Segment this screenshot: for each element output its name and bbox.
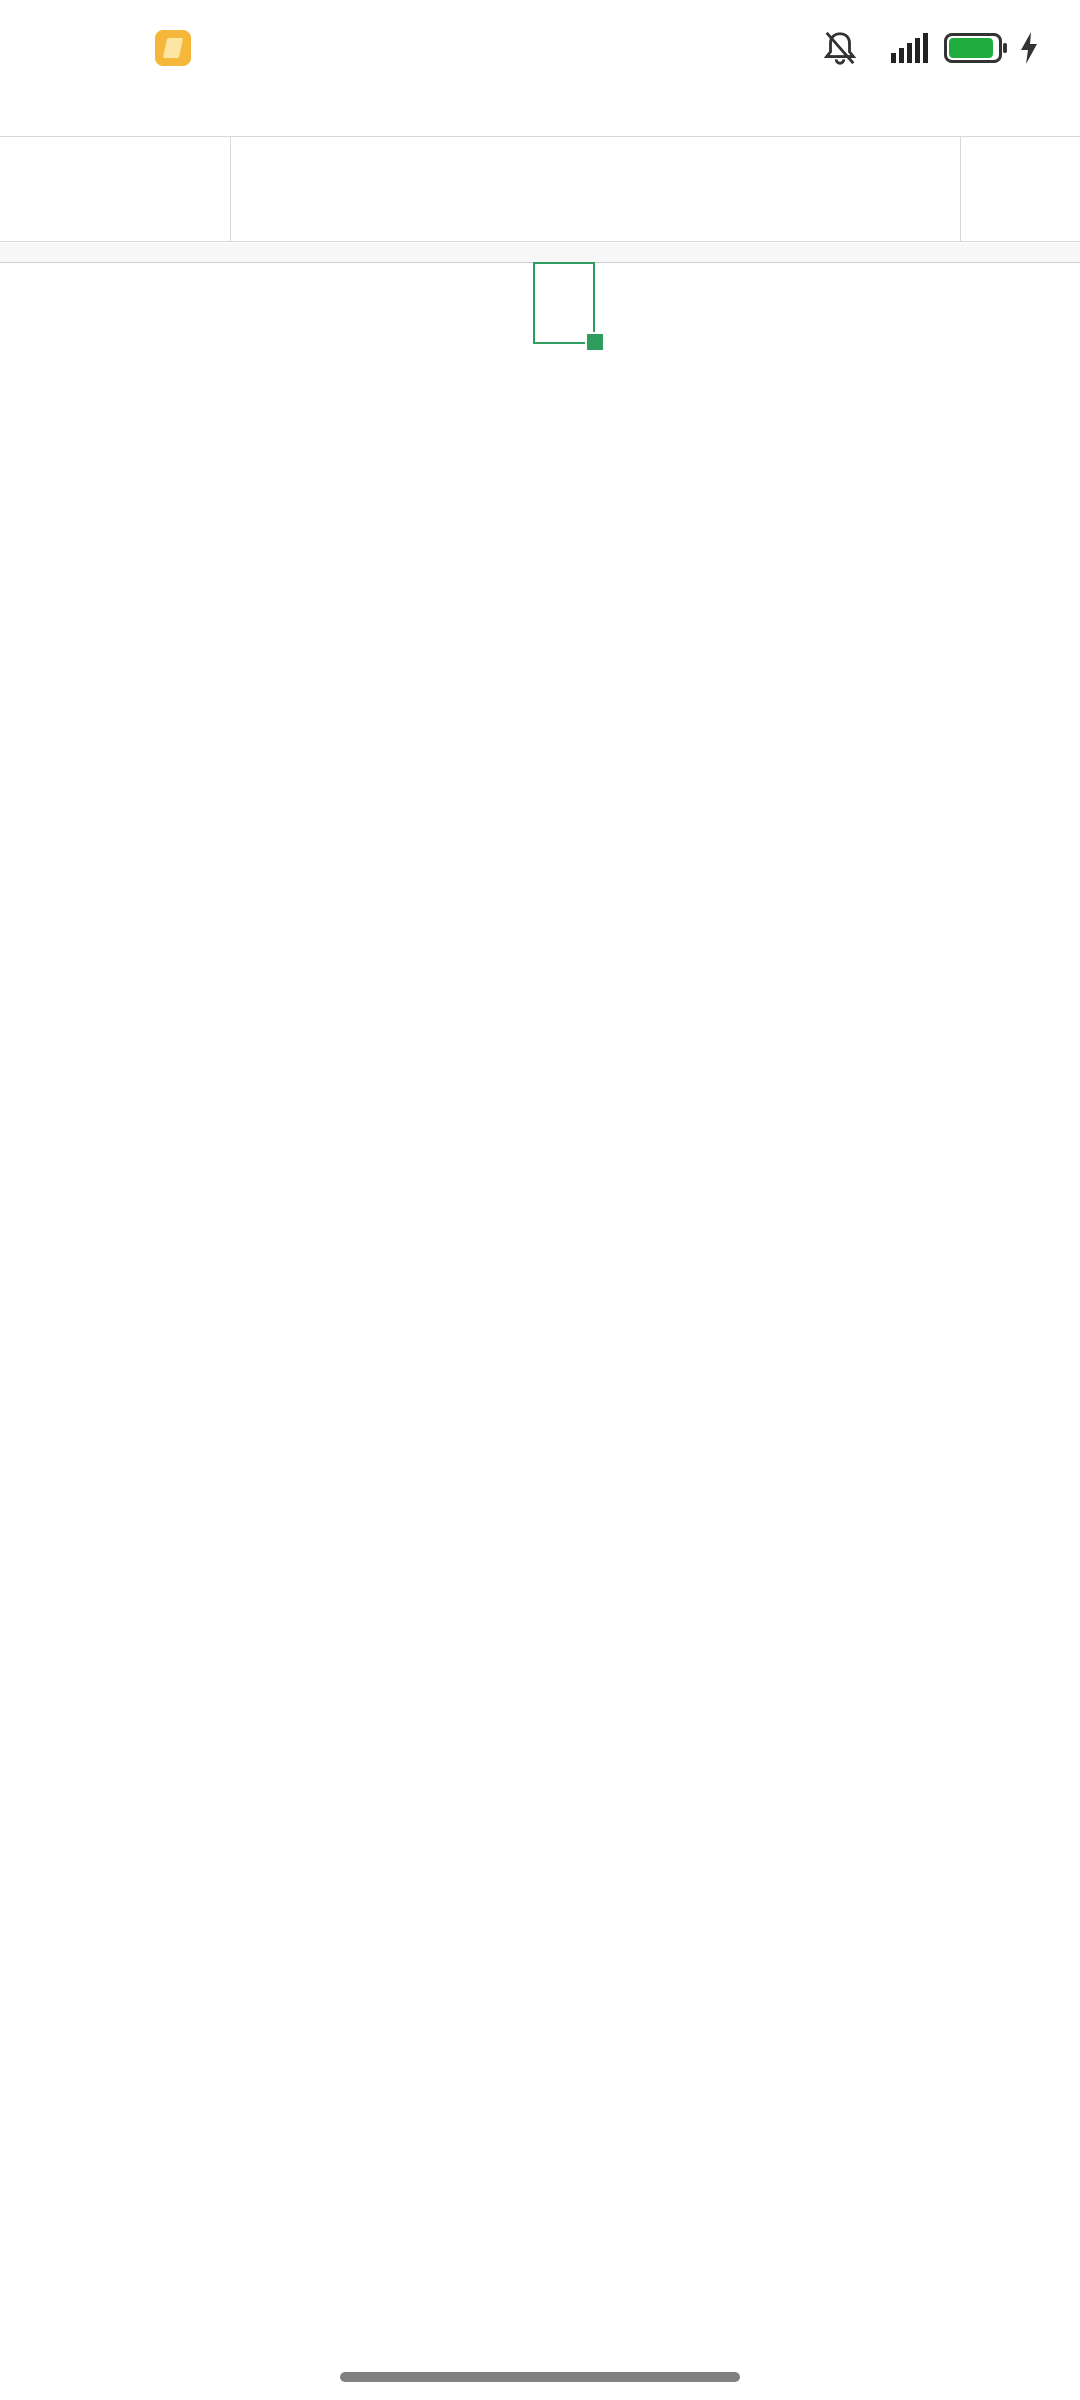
column-header-row	[0, 243, 1080, 263]
sheet-tab-bar	[0, 136, 1080, 242]
battery-icon	[944, 33, 1002, 63]
spreadsheet-grid[interactable]	[0, 262, 1080, 2400]
charging-icon	[1018, 31, 1040, 65]
mute-bell-icon	[821, 28, 859, 68]
battery-level	[949, 38, 993, 58]
selection-fill-handle[interactable]	[585, 332, 605, 352]
status-bar	[0, 0, 1080, 96]
divider	[960, 137, 961, 241]
notes-app-icon	[155, 30, 191, 66]
signal-icon	[891, 33, 928, 63]
sheet-tab-sheet1[interactable]	[0, 137, 231, 241]
home-indicator[interactable]	[340, 2372, 740, 2382]
